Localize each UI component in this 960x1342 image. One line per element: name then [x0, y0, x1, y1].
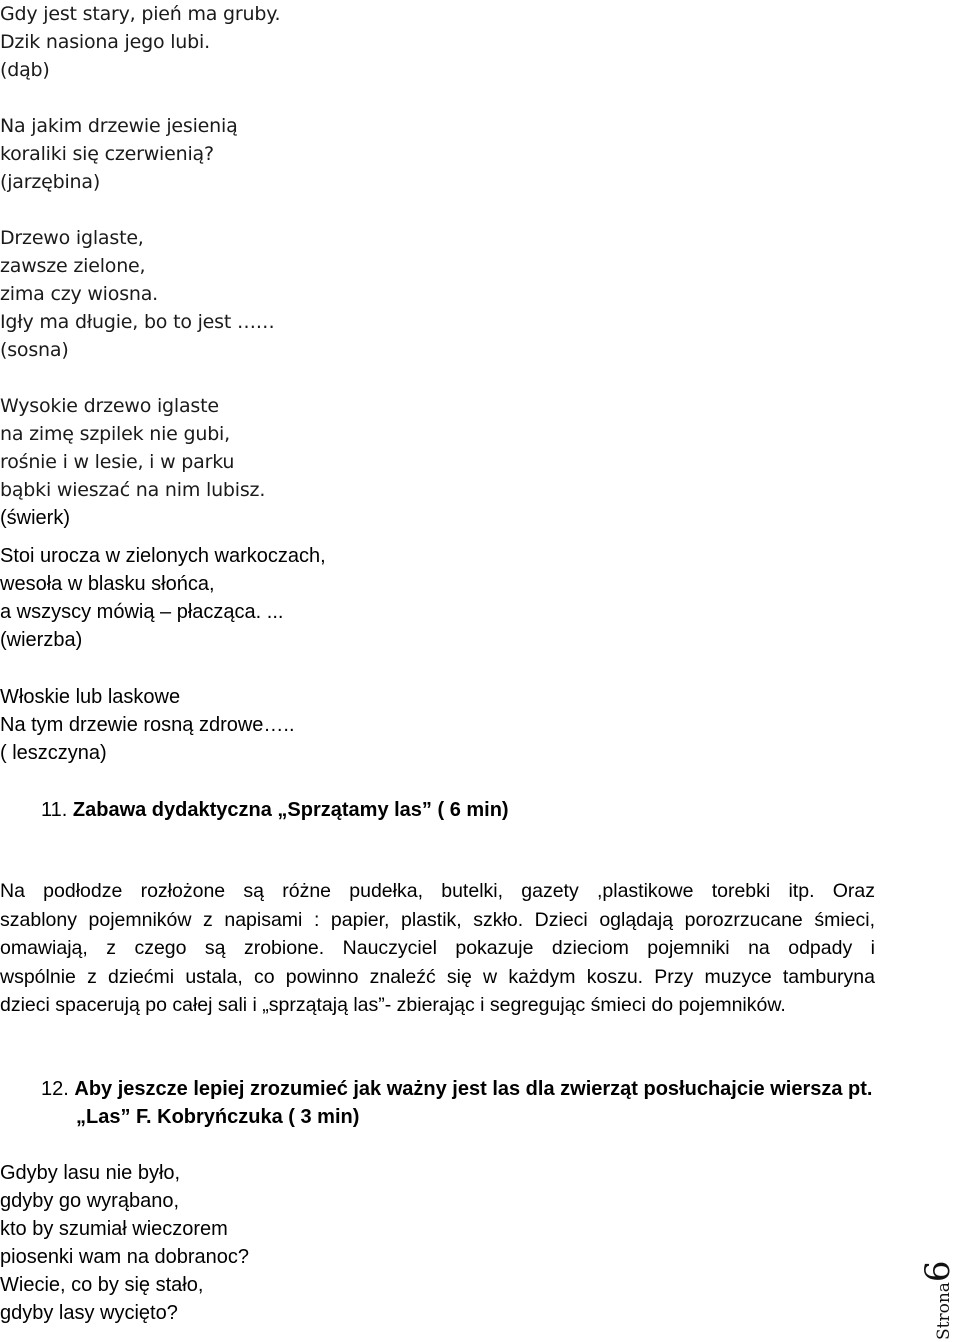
riddle-dab-line-2: Dzik nasiona jego lubi.: [0, 31, 210, 53]
riddle-sosna-line-2: zawsze zielone,: [0, 255, 146, 277]
section-12-heading: [41, 1075, 872, 1103]
page-footer: [920, 1240, 960, 1340]
riddle-swierk-line-1: Wysokie drzewo iglaste: [0, 395, 219, 417]
poem-line-3: kto by szumiał wieczorem: [0, 1218, 228, 1240]
riddle-dab-line-1: Gdy jest stary, pień ma gruby.: [0, 3, 281, 25]
paragraph-line: wspólnie z dziećmi ustala, co powinno znaleźć się w każdym koszu. Przy muzyce tamburyna: [0, 965, 875, 988]
section-11-title: Zabawa dydaktyczna „Sprzątamy las” ( 6 min): [72, 799, 509, 821]
riddle-dab-answer: (dąb): [0, 59, 50, 81]
riddle-wierzba-answer: (wierzba): [0, 629, 83, 651]
riddle-sosna-line-1: Drzewo iglaste,: [0, 227, 144, 249]
page-number: 6: [918, 1260, 958, 1283]
riddle-jarzebina-line-1: Na jakim drzewie jesienią: [0, 115, 238, 137]
poem-line-2: gdyby go wyrąbano,: [0, 1190, 180, 1212]
poem-line-5: Wiecie, co by się stało,: [0, 1274, 204, 1296]
riddle-sosna-line-3: zima czy wiosna.: [0, 283, 159, 305]
riddle-leszczyna-line-2: Na tym drzewie rosną zdrowe…..: [0, 714, 295, 736]
riddle-swierk-line-4: bąbki wieszać na nim lubisz.: [0, 479, 266, 501]
paragraph-line: szablony pojemników z napisami : papier, plastik, szkło. Dzieci oglądają porozrzucane śmieci,: [0, 908, 875, 931]
section-11-heading: [41, 796, 509, 824]
section-12-title-line-2: „Las” F. Kobryńczuka ( 3 min): [76, 1106, 360, 1128]
page-number-label: [918, 1260, 958, 1340]
section-12-number: 12.: [41, 1078, 69, 1100]
riddle-sosna-line-4: Igły ma długie, bo to jest ……: [0, 311, 275, 333]
riddle-leszczyna-answer: ( leszczyna): [0, 742, 107, 764]
riddle-jarzebina-line-2: koraliki się czerwienią?: [0, 143, 214, 165]
paragraph-line: Na podłodze rozłożone są różne pudełka, butelki, gazety ,plastikowe torebki itp. Oraz: [0, 880, 875, 902]
riddle-jarzebina-answer: (jarzębina): [0, 171, 101, 193]
riddle-wierzba-line-3: a wszyscy mówią – płacząca. ...: [0, 601, 284, 623]
poem-line-1: Gdyby lasu nie było,: [0, 1162, 181, 1184]
riddle-sosna-answer: (sosna): [0, 339, 69, 361]
riddle-swierk-answer: (świerk): [0, 507, 70, 529]
section-11-number: 11.: [41, 799, 68, 821]
riddle-wierzba-line-1: Stoi urocza w zielonych warkoczach,: [0, 545, 326, 567]
section-12-title-line-1: Aby jeszcze lepiej zrozumieć jak ważny jest las dla zwierząt posłuchajcie wiersza pt.: [74, 1078, 873, 1100]
poem-line-6: gdyby lasy wycięto?: [0, 1302, 178, 1324]
riddle-swierk-line-3: rośnie i w lesie, i w parku: [0, 451, 235, 473]
page-label: Strona: [934, 1282, 954, 1340]
paragraph-line: dzieci spacerują po całej sali i „sprzątają las”- zbierając i segregując śmieci do pojemników.: [0, 994, 786, 1017]
riddle-swierk-line-2: na zimę szpilek nie gubi,: [0, 423, 230, 445]
section-11-paragraph: [0, 877, 875, 1020]
riddle-wierzba-line-2: wesoła w blasku słońca,: [0, 573, 215, 595]
riddle-leszczyna-line-1: Włoskie lub laskowe: [0, 686, 181, 708]
poem-line-4: piosenki wam na dobranoc?: [0, 1246, 250, 1268]
paragraph-line: omawiają, z czego są zrobione. Nauczyciel pokazuje dzieciom pojemniki na odpady i: [0, 937, 875, 960]
